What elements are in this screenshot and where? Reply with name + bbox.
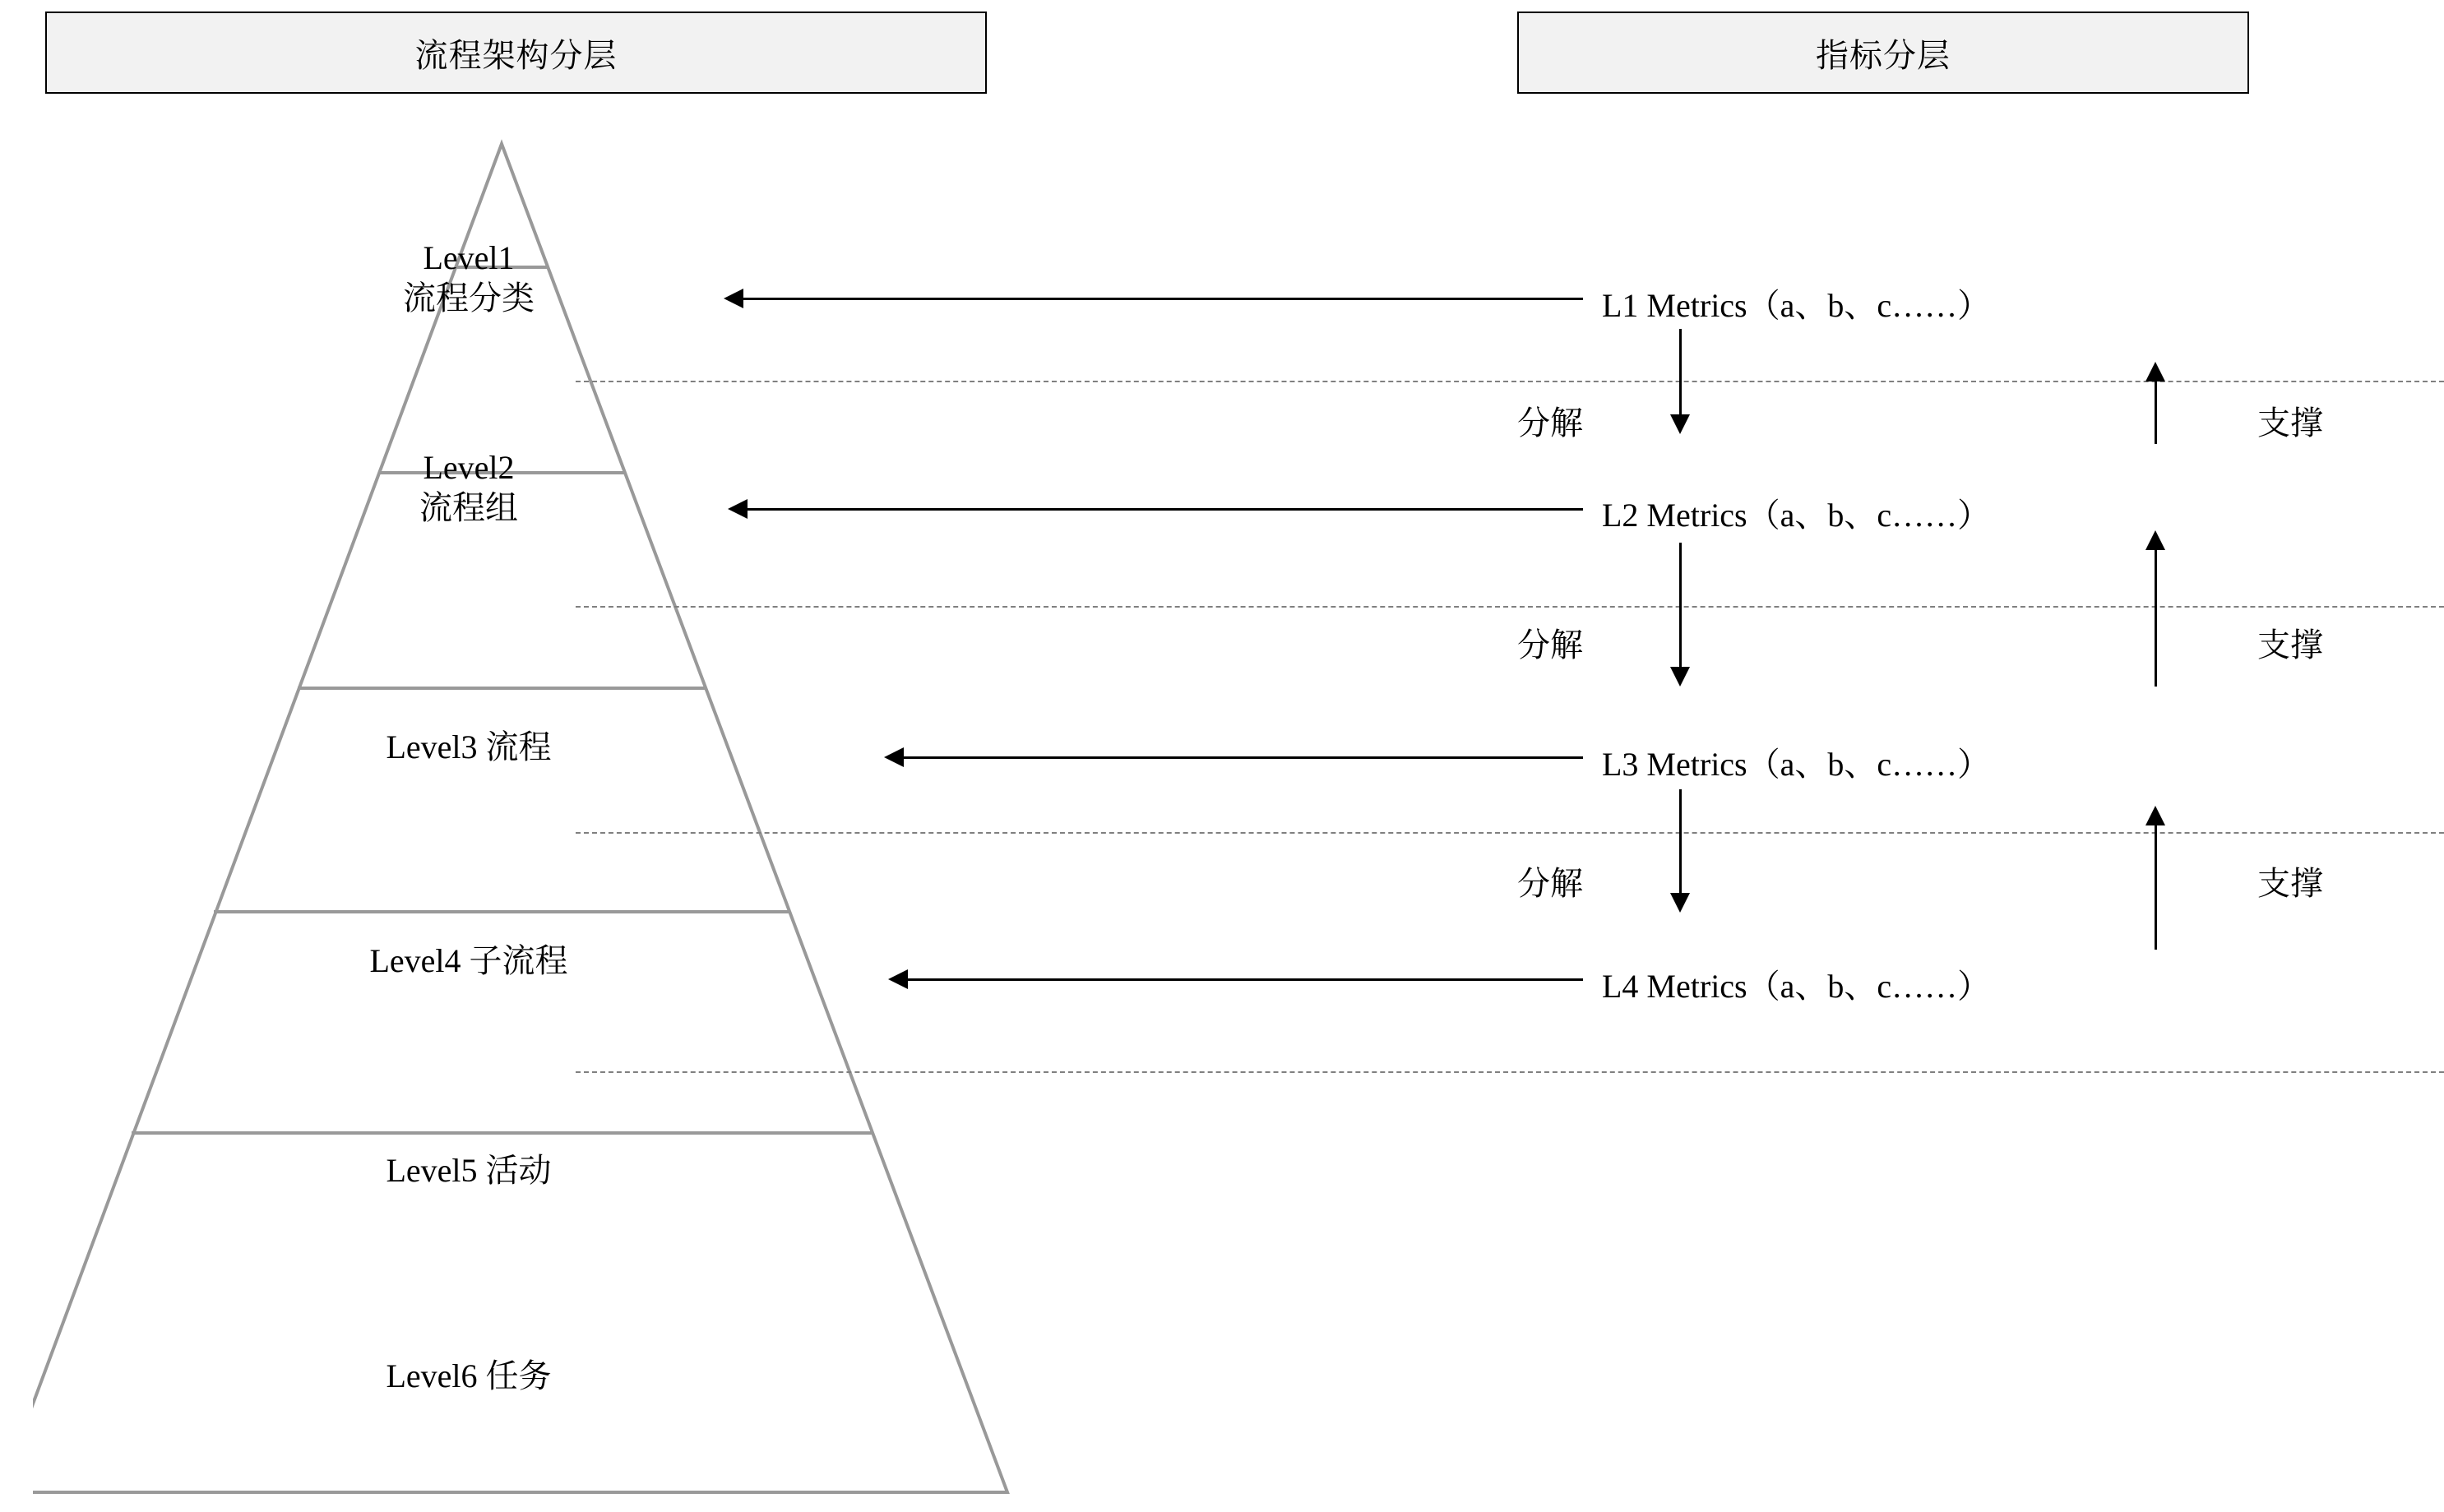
mapping-arrow-l3 <box>884 756 1583 758</box>
decompose-arrow-2 <box>1679 543 1681 687</box>
decompose-caption-3: 分解 <box>1517 865 1583 902</box>
pyramid-level-2-line2: 流程组 <box>419 488 518 526</box>
process-architecture-header-label: 流程架构分层 <box>414 36 618 74</box>
arrow-shaft <box>2155 373 2157 444</box>
pyramid-outline <box>33 144 1007 1492</box>
arrow-shaft <box>1679 329 1682 423</box>
pyramid-level-4-label: Level4 子流程 <box>369 942 568 979</box>
pyramid-level-1-label <box>354 238 584 319</box>
pyramid-level-1-line2: 流程分类 <box>403 279 535 317</box>
layer-separator-2 <box>576 606 2444 608</box>
arrow-shaft <box>739 508 1583 511</box>
arrow-head-down-icon <box>1670 667 1690 687</box>
support-caption-1: 支撑 <box>2257 405 2323 442</box>
pyramid-level-2-line1: Level2 <box>423 449 515 486</box>
support-arrow-1 <box>2155 362 2156 444</box>
process-architecture-header <box>45 12 987 94</box>
metric-l2-label: L2 Metrics（a、b、c……） <box>1602 497 1991 534</box>
support-caption-3: 支撑 <box>2257 865 2323 902</box>
decompose-arrow-1 <box>1679 329 1681 434</box>
arrow-head-down-icon <box>1670 414 1690 434</box>
metric-l4-label: L4 Metrics（a、b、c……） <box>1602 968 1991 1005</box>
decompose-arrow-3 <box>1679 789 1681 913</box>
layer-separator-4 <box>576 1071 2444 1073</box>
arrow-shaft <box>2155 817 2157 950</box>
support-arrow-2 <box>2155 530 2156 687</box>
arrow-shaft <box>1679 789 1682 901</box>
arrow-shaft <box>896 756 1583 759</box>
mapping-arrow-l4 <box>888 978 1583 980</box>
decompose-caption-2: 分解 <box>1517 627 1583 664</box>
metrics-layer-header-label: 指标分层 <box>1816 36 1951 74</box>
pyramid-level-5-label: Level5 活动 <box>386 1152 552 1189</box>
pyramid-shape <box>33 136 1044 1500</box>
mapping-arrow-l1 <box>724 298 1583 299</box>
pyramid-level-2-label <box>354 448 584 529</box>
support-arrow-3 <box>2155 806 2156 950</box>
arrow-shaft <box>1679 543 1682 675</box>
support-caption-2: 支撑 <box>2257 627 2323 664</box>
arrow-shaft <box>900 978 1583 981</box>
arrow-shaft <box>735 298 1583 300</box>
metrics-layer-header <box>1517 12 2249 94</box>
decompose-caption-1: 分解 <box>1517 405 1583 442</box>
metric-l3-label: L3 Metrics（a、b、c……） <box>1602 746 1991 783</box>
layer-separator-3 <box>576 832 2444 834</box>
pyramid-level-3-label: Level3 流程 <box>386 728 552 765</box>
arrow-head-down-icon <box>1670 893 1690 913</box>
metric-l1-label: L1 Metrics（a、b、c……） <box>1602 287 1991 324</box>
pyramid-level-1-line1: Level1 <box>423 239 515 276</box>
mapping-arrow-l2 <box>728 508 1583 510</box>
pyramid-level-6-label: Level6 任务 <box>386 1357 552 1394</box>
pyramid-diagram <box>33 136 1044 1500</box>
arrow-shaft <box>2155 542 2157 687</box>
